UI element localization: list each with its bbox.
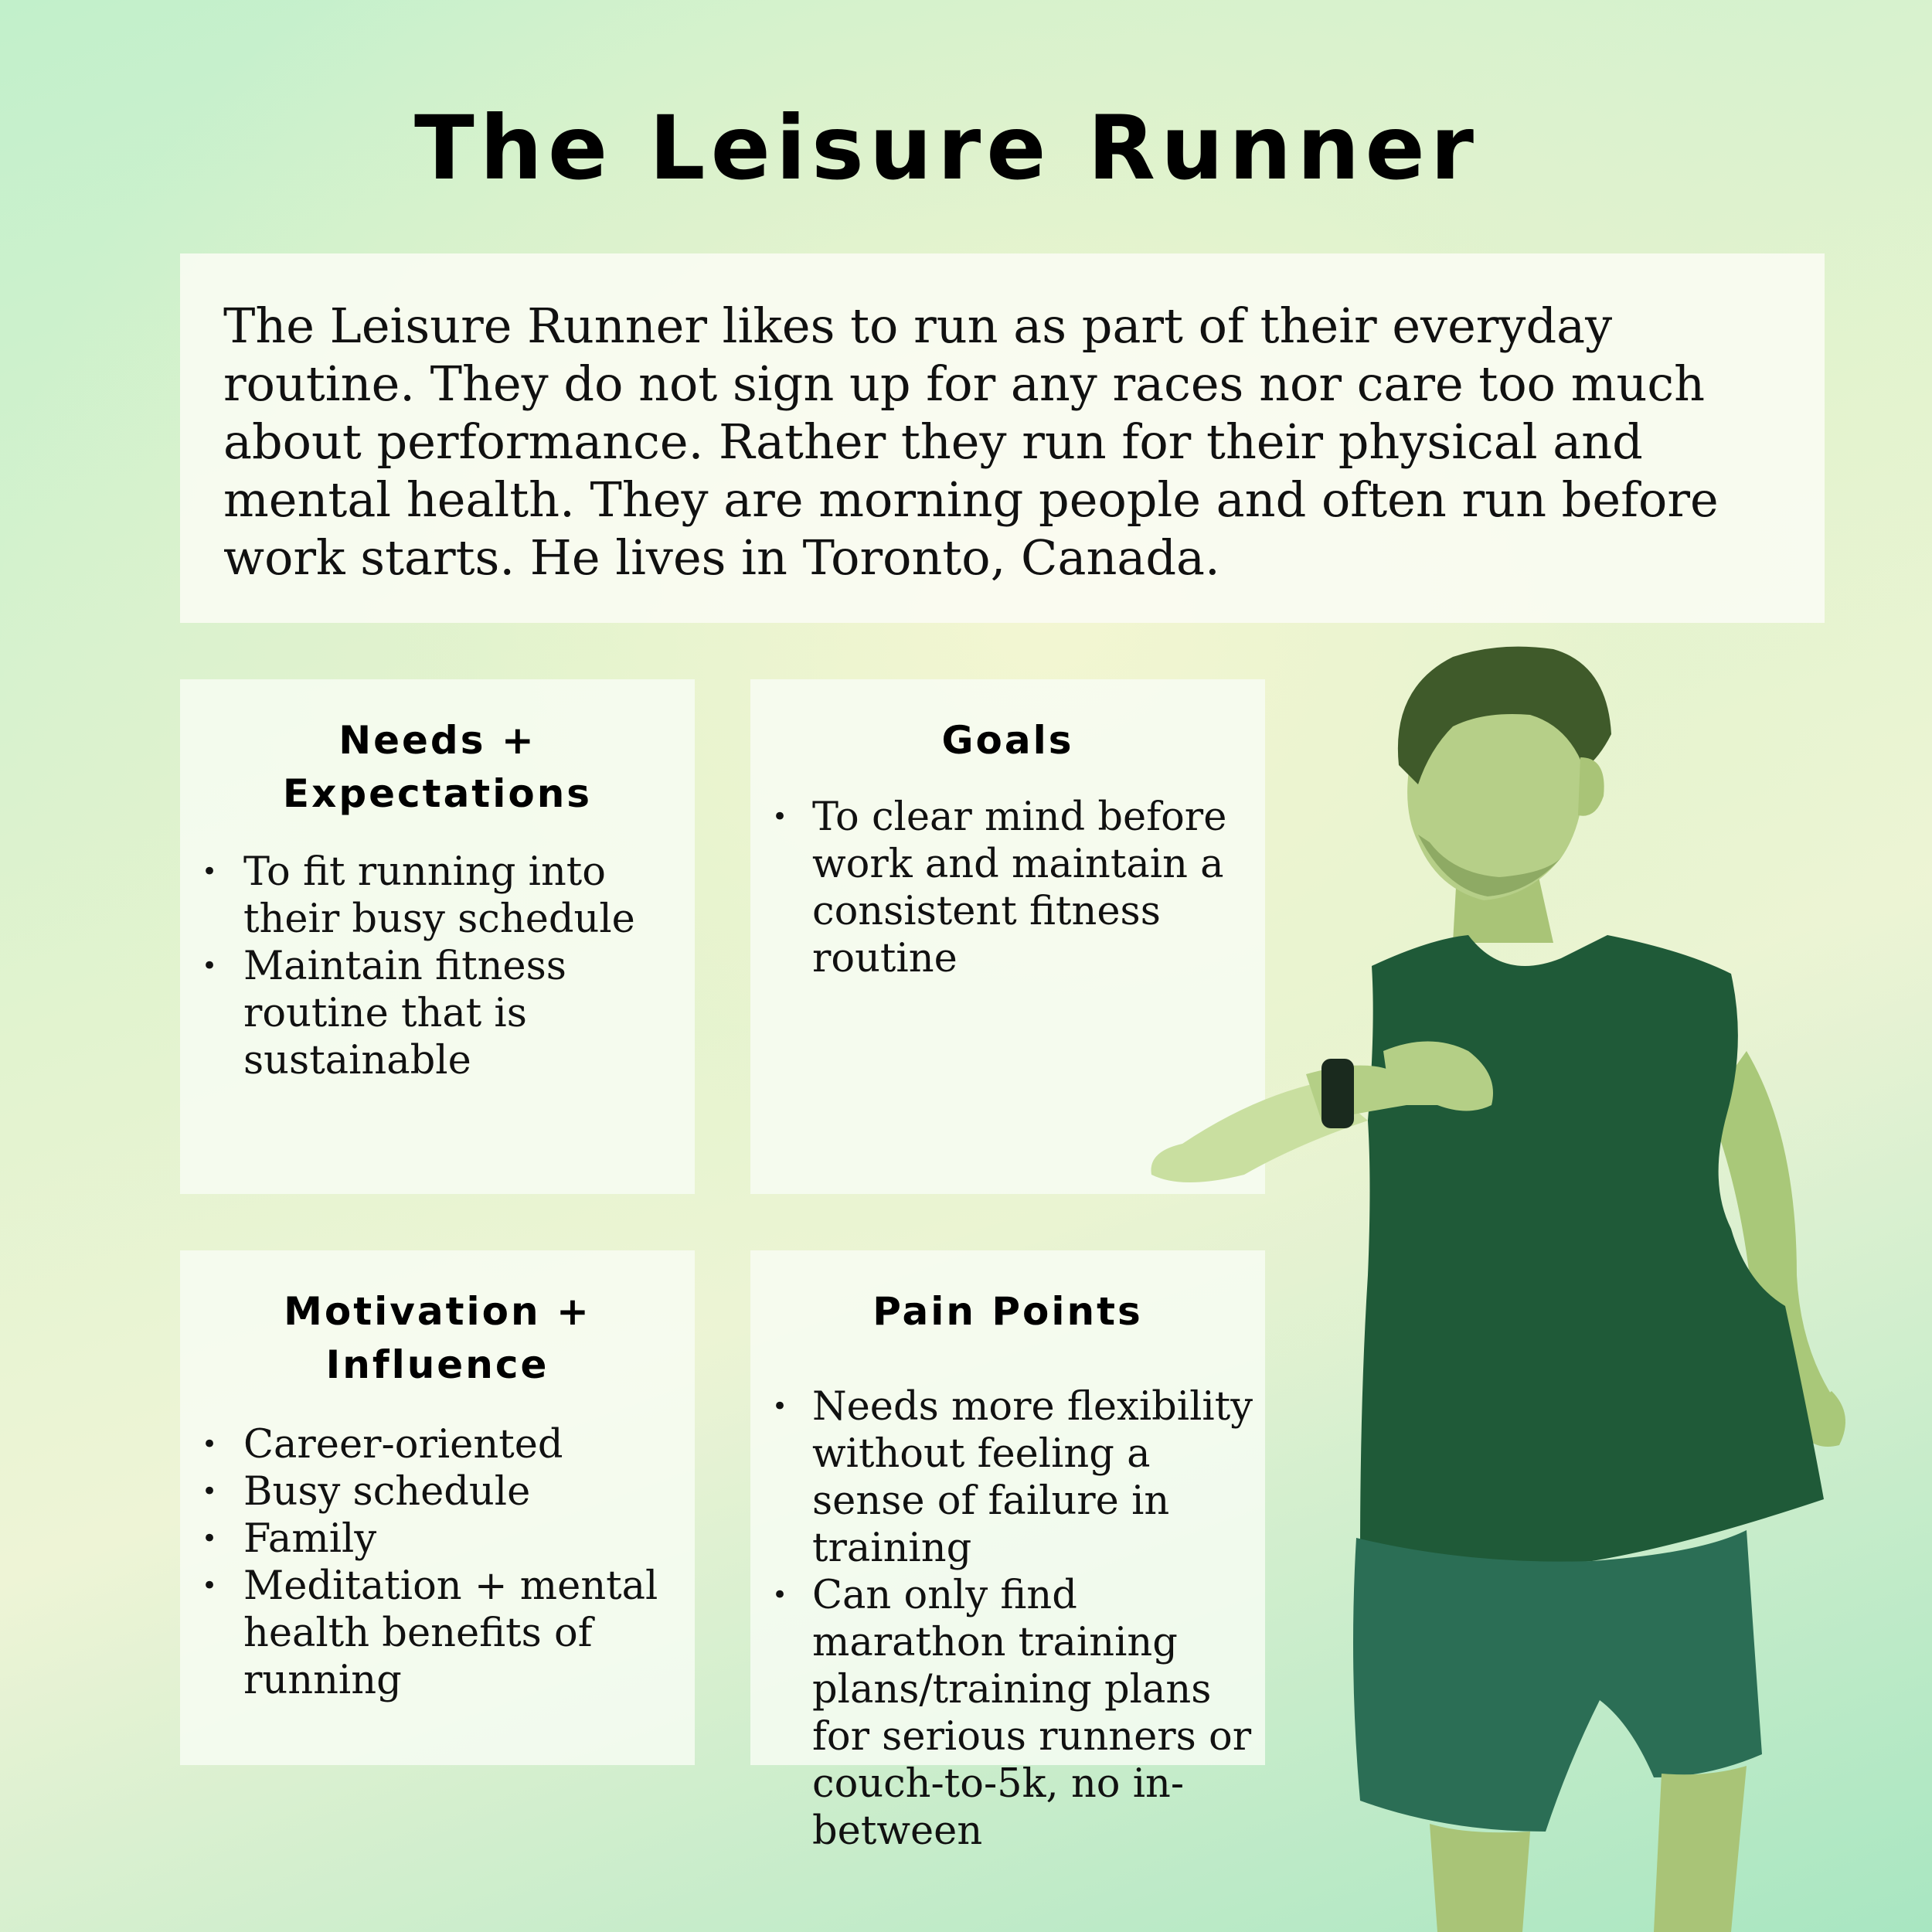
runner-leg-right <box>1654 1766 1747 1932</box>
needs-heading-line2: Expectations <box>282 771 593 816</box>
pain-points-heading: Pain Points <box>872 1289 1143 1334</box>
needs-heading-line1: Needs + <box>338 718 536 763</box>
runner-leg-left <box>1430 1824 1530 1932</box>
list-item: • To fit running into their busy schedule <box>180 849 695 943</box>
motivation-influence-heading <box>196 1285 679 1392</box>
motivation-list <box>180 1421 695 1704</box>
watch-icon <box>1321 1059 1354 1128</box>
intro-text: The Leisure Runner likes to run as part of their everyday routine. They do not sign up for any races nor care too much about performance. Rather they run for their physical and mental health. They are morning people and often run before work starts. He lives in Toronto, Canada. <box>223 298 1719 586</box>
list-item: • Can only find marathon training plans/training plans for serious runners or couch-to-5k, no in-between <box>750 1572 1265 1855</box>
list-item: • Family <box>180 1515 695 1563</box>
list-item: • Busy schedule <box>180 1468 695 1515</box>
needs-list <box>180 849 695 1084</box>
list-item: • Meditation + mental health benefits of running <box>180 1563 695 1704</box>
motivation-influence-card <box>180 1250 695 1765</box>
intro-box <box>180 253 1825 623</box>
list-item: • Needs more flexibility without feeling a sense of failure in training <box>750 1383 1265 1572</box>
runner-ear <box>1578 757 1604 816</box>
runner-photo <box>1066 641 1855 1932</box>
needs-expectations-heading <box>196 714 679 821</box>
motivation-heading-line1: Motivation + <box>284 1289 591 1334</box>
motivation-heading-line2: Influence <box>325 1342 549 1387</box>
goals-heading: Goals <box>941 718 1074 763</box>
list-item: • To clear mind before work and maintain a consistent fitness routine <box>750 794 1265 982</box>
list-item: • Career-oriented <box>180 1421 695 1468</box>
page-title: The Leisure Runner <box>414 97 1479 199</box>
needs-expectations-card <box>180 679 695 1194</box>
list-item: • Maintain fitness routine that is sustainable <box>180 943 695 1084</box>
